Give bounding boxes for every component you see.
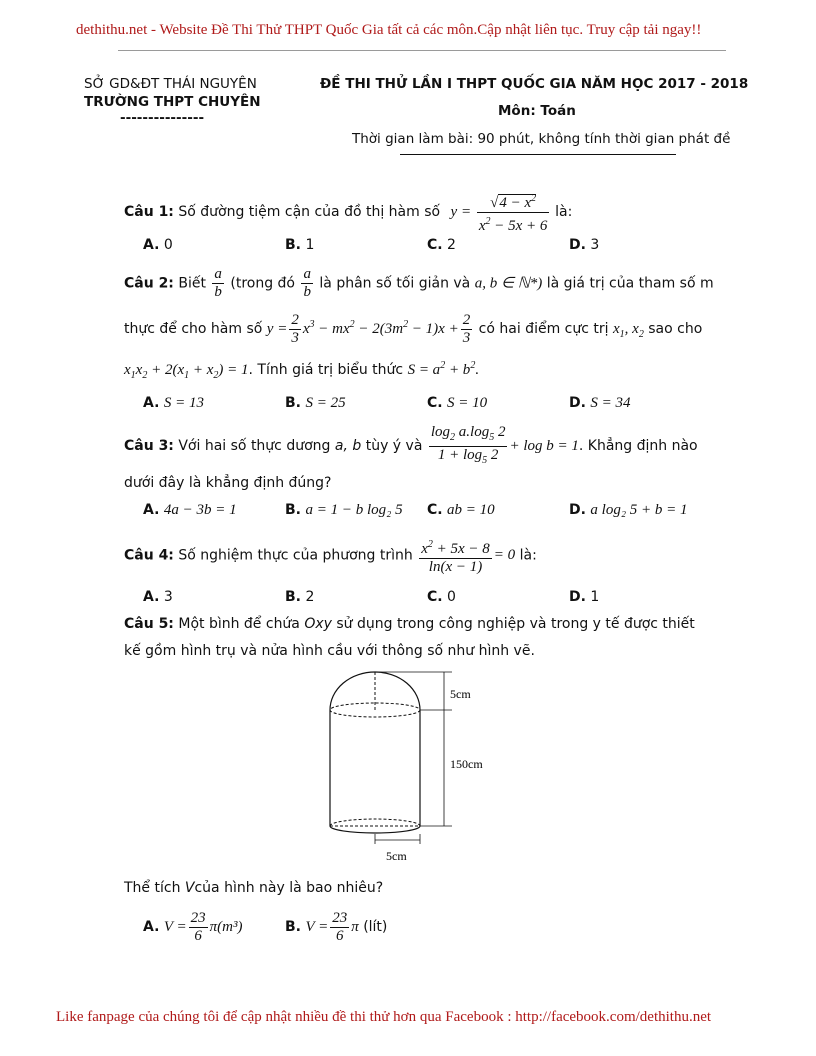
q3-choice-c[interactable]: C. ab = 10 [427, 502, 495, 518]
dept-name: SỞ GD&ĐT THÁI NGUYÊN [84, 76, 257, 92]
question-2-line-1: Câu 2: Biết $\frac{a}{b}$ (trong đó $\frac{a}{b}$ là phân số tối giản và a, b ∈ ℕ*) là giá trị của tham số m [124, 266, 714, 300]
tank-figure [320, 668, 500, 868]
q2-choice-b[interactable]: B. S = 25 [285, 395, 346, 411]
q5-choice-b[interactable]: B. V = $\frac{23}{6}$ π (lít) [285, 910, 388, 944]
time-note: Thời gian làm bài: 90 phút, không tính thời gian phát đề [352, 131, 731, 147]
question-2-line-2: thực để cho hàm số y = $\frac{2}{3}$ $x^3 - mx^2 - 2(3m^2 - 1)x$ + $\frac{2}{3}$ có hai điểm cực trị $x_1$, $x_2$ sao cho [124, 312, 703, 346]
q1-text: Số đường tiệm cận của đồ thị hàm số [178, 203, 441, 220]
q5-choice-a[interactable]: A. V = $\frac{23}{6}$ π(m³) [143, 910, 243, 944]
bottom-banner[interactable]: Like fanpage của chúng tôi để cập nhật nhiều đề thi thử hơn qua Facebook : http://facebook.com/dethithu.net [56, 1009, 712, 1025]
question-5-line-2: kế gồm hình trụ và nửa hình cầu với thông số như hình vẽ. [124, 643, 535, 659]
q3-choice-b[interactable]: B. a = 1 − b log₂ 5 [285, 502, 403, 518]
q4-choice-c[interactable]: C. 0 [427, 589, 456, 605]
top-divider [118, 50, 726, 51]
q4-choice-d[interactable]: D. 1 [569, 589, 600, 605]
dim-bottom-label: 5cm [386, 849, 407, 863]
subject: Môn: Toán [498, 103, 576, 119]
top-banner[interactable]: dethithu.net - Website Đề Thi Thử THPT Quốc Gia tất cả các môn.Cập nhật liên tục. Truy cập tải ngay!! [76, 22, 702, 38]
q2-label: Câu 2: [124, 275, 174, 292]
question-1 [124, 190, 572, 235]
q1-formula: y = $\frac{√4 - x^2}{x^2 - 5x + 6}$ [451, 204, 556, 220]
exam-title: ĐỀ THI THỬ LẦN I THPT QUỐC GIA NĂM HỌC 2017 - 2018 [320, 76, 749, 92]
q2-choice-c[interactable]: C. S = 10 [427, 395, 488, 411]
question-2-line-3: $x_1x_2 + 2(x_1 + x_2) = 1$. Tính giá trị biểu thức $S = a^2 + b^2$. [124, 360, 480, 381]
bottom-ellipse-front [330, 826, 420, 833]
question-3-line-1: Câu 3: Với hai số thực dương a, b tùy ý và $\frac{\log_2 a.\log_5 2}{1 + \log_5 2}$ + log b = 1. Khẳng định nào [124, 424, 698, 466]
dim-height-label: 150cm [450, 757, 483, 771]
q4-choice-b[interactable]: B. 2 [285, 589, 315, 605]
q3-choice-d[interactable]: D. a log₂ 5 + b = 1 [569, 502, 688, 518]
bottom-ellipse-back [330, 819, 420, 826]
q1-tail: là: [555, 203, 573, 220]
question-3-line-2: dưới đây là khẳng định đúng? [124, 475, 332, 491]
q4-label: Câu 4: [124, 547, 174, 564]
question-4: Câu 4: Số nghiệm thực của phương trình $\frac{x^2 + 5x - 8}{\ln(x - 1)}$ = 0 là: [124, 536, 537, 576]
q3-choice-a[interactable]: A. 4a − 3b = 1 [143, 502, 237, 518]
q1-choice-b[interactable]: B. 1 [285, 237, 315, 253]
q1-choice-a[interactable]: A. 0 [143, 237, 173, 253]
question-5-line-1: Câu 5: Một bình để chứa Oxy sử dụng trong công nghiệp và trong y tế được thiết [124, 616, 695, 632]
q2-choice-a[interactable]: A. S = 13 [143, 395, 204, 411]
q2-choice-d[interactable]: D. S = 34 [569, 395, 631, 411]
question-5-line-3: Thể tích Vcủa hình này là bao nhiêu? [124, 880, 384, 896]
q1-label: Câu 1: [124, 203, 174, 220]
q1-choice-d[interactable]: D. 3 [569, 237, 600, 253]
dim-top-label: 5cm [450, 687, 471, 701]
q4-choice-a[interactable]: A. 3 [143, 589, 173, 605]
header-dashes: --------------- [120, 110, 205, 126]
q3-label: Câu 3: [124, 437, 174, 454]
q5-label: Câu 5: [124, 616, 174, 632]
school-name: TRƯỜNG THPT CHUYÊN [84, 94, 261, 110]
q1-choice-c[interactable]: C. 2 [427, 237, 456, 253]
time-underline [400, 154, 676, 155]
